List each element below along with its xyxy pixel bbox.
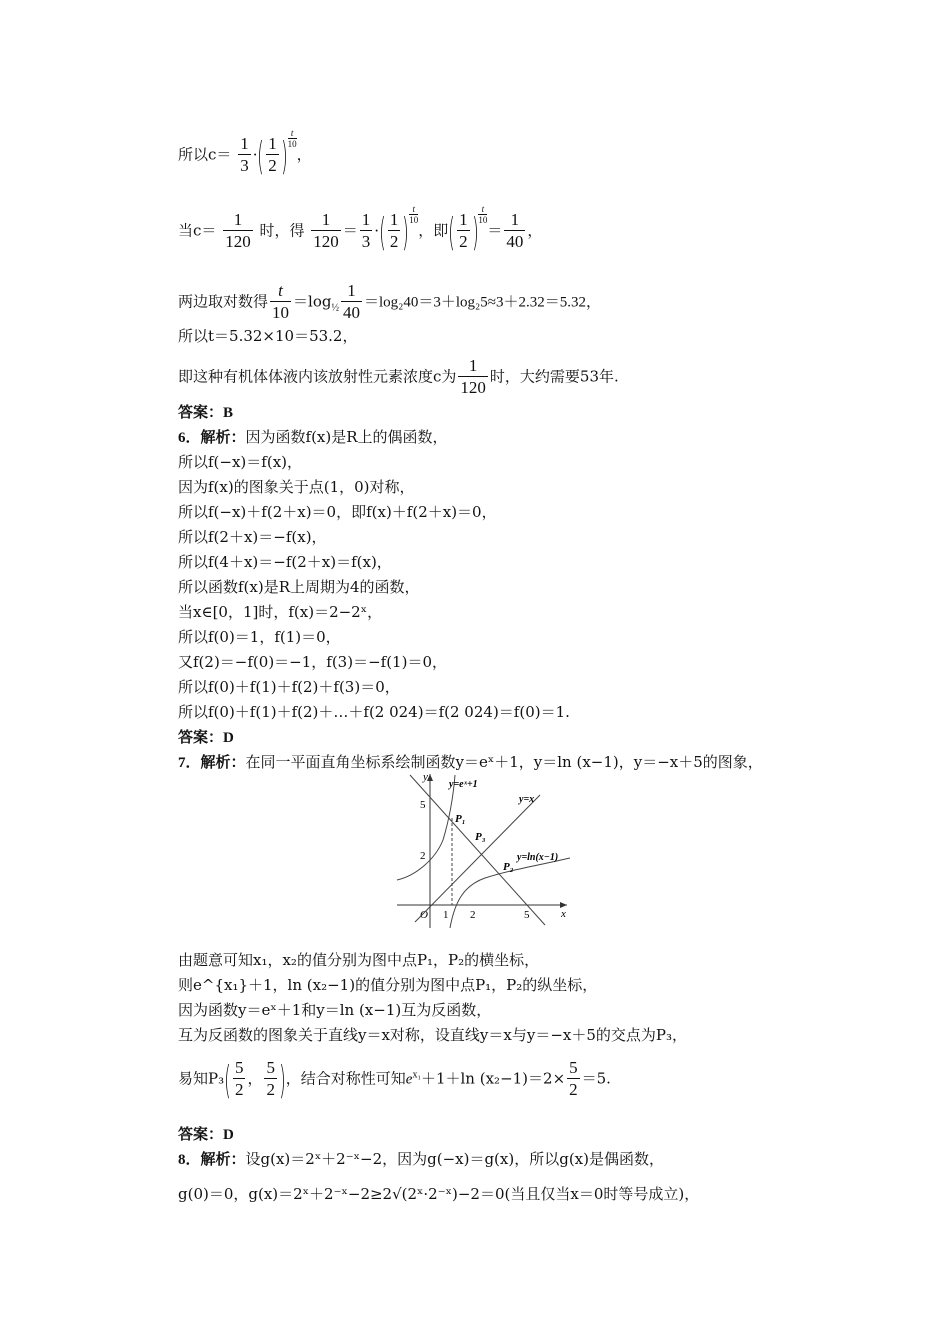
tick-x-1: 1 [443,909,449,921]
q8-line-1: 8．解析：设g(x)＝2ˣ＋2⁻ˣ−2，因为g(−x)＝g(x)，所以g(x)是偶函数， [178,1150,664,1168]
label-curve-ln: y=ln(x−1) [517,852,559,863]
y-axis-label: y [423,771,428,783]
answer-q7: 答案：D [178,1127,234,1143]
q6-line-10: 又f(2)＝−f(0)＝−1，f(3)＝−f(1)＝0， [178,653,447,671]
origin-label: O [420,909,428,921]
q7-line-4: 因为函数y＝eˣ＋1和y＝ln (x−1)互为反函数， [178,1001,492,1019]
q6-line-3: 因为f(x)的图象关于点(1，0)对称， [178,478,415,496]
solution-line-t-value: 所以t＝5.32×10＝53.2， [178,327,358,345]
label-y-equals-x: y=x [519,794,535,805]
answer-q6: 答案：D [178,730,234,746]
q6-line-2: 所以f(−x)＝f(x)， [178,453,302,471]
q7-line-1: 7．解析：在同一平面直角坐标系绘制函数y＝eˣ＋1，y＝ln (x−1)，y＝−x＋5的图象， [178,753,763,771]
q6-line-1: 6．解析：因为函数f(x)是R上的偶函数， [178,428,448,446]
tick-x-5: 5 [524,909,530,921]
q6-line-4: 所以f(−x)＋f(2＋x)＝0，即f(x)＋f(2＋x)＝0， [178,503,497,521]
q7-line-3: 则e^{x₁}＋1，ln (x₂−1)的值分别为图中点P₁，P₂的纵坐标， [178,976,598,994]
q6-line-5: 所以f(2＋x)＝−f(x)， [178,528,327,546]
label-p3: P₃ [475,831,486,843]
fraction-one-third: $\frac{1}{3}$ [240,134,249,175]
solution-line-conclusion: 即这种有机体体液内该放射性元素浓度c为 $\frac{1}{120}$ 时，大约需要53年. [178,356,619,397]
q6-line-9: 所以f(0)＝1，f(1)＝0， [178,628,341,646]
q6-line-12: 所以f(0)＋f(1)＋f(2)＋…＋f(2 024)＝f(2 024)＝f(0)＝1. [178,703,570,721]
q7-line-5: 互为反函数的图象关于直线y＝x对称，设直线y＝x与y＝−x＋5的交点为P₃， [178,1026,688,1044]
x-axis-label: x [561,908,566,920]
q6-line-8: 当x∈[0，1]时，f(x)＝2−2ˣ， [178,603,383,621]
tick-y-5: 5 [420,799,426,811]
q7-line-6: 易知P₃( $\frac{5}{2}$ ， $\frac{5}{2}$ )，结合对称性可知$e^{x_1}+1+\ln$ (x₂−1)＝2× $\frac{5}{2}$ ＝5. [178,1057,611,1102]
solution-line-c-formula: 所以c＝ $\frac{1}{3}$ ·( $\frac{1}{2}$ ) $\frac{t}{10}$ ， [178,128,312,178]
solution-line-substitute: 当c＝ $\frac{1}{120}$ 时，得 $\frac{1}{120}$ ＝ $\frac{1}{3}$ ·( $\frac{1}{2}$ ) $\frac{t}{10}$ ，即( $\frac{1}{2}$ ) $\frac{t}{10}$ ＝ $\frac{1}{40}$ ， [178,204,543,254]
q8-line-2: g(0)＝0，g(x)＝2ˣ＋2⁻ˣ−2≥2√(2ˣ·2⁻ˣ)−2＝0(当且仅当x＝0时等号成立)， [178,1185,700,1203]
q6-line-6: 所以f(4＋x)＝−f(2＋x)＝f(x)， [178,553,392,571]
q7-line-2: 由题意可知x₁，x₂的值分别为图中点P₁，P₂的横坐标， [178,951,540,969]
q6-line-11: 所以f(0)＋f(1)＋f(2)＋f(3)＝0， [178,678,400,696]
tick-y-2: 2 [420,850,426,862]
answer-q5: 答案：B [178,405,234,421]
function-graph [395,770,575,930]
label-p2: P₂ [503,861,514,873]
label-p1: P₁ [455,813,466,825]
tick-x-2: 2 [470,909,476,921]
label-curve-exp: y=eˣ+1 [449,779,478,790]
solution-line-log: 两边取对数得 $\frac{t}{10}$ $=\log_{\frac{1}{2}}$ $\frac{1}{40}$ ＝log₂40＝3＋log₂5≈3＋2.32＝5.32， [178,281,601,322]
q6-line-7: 所以函数f(x)是R上周期为4的函数， [178,578,420,596]
curve-exp [397,775,455,880]
